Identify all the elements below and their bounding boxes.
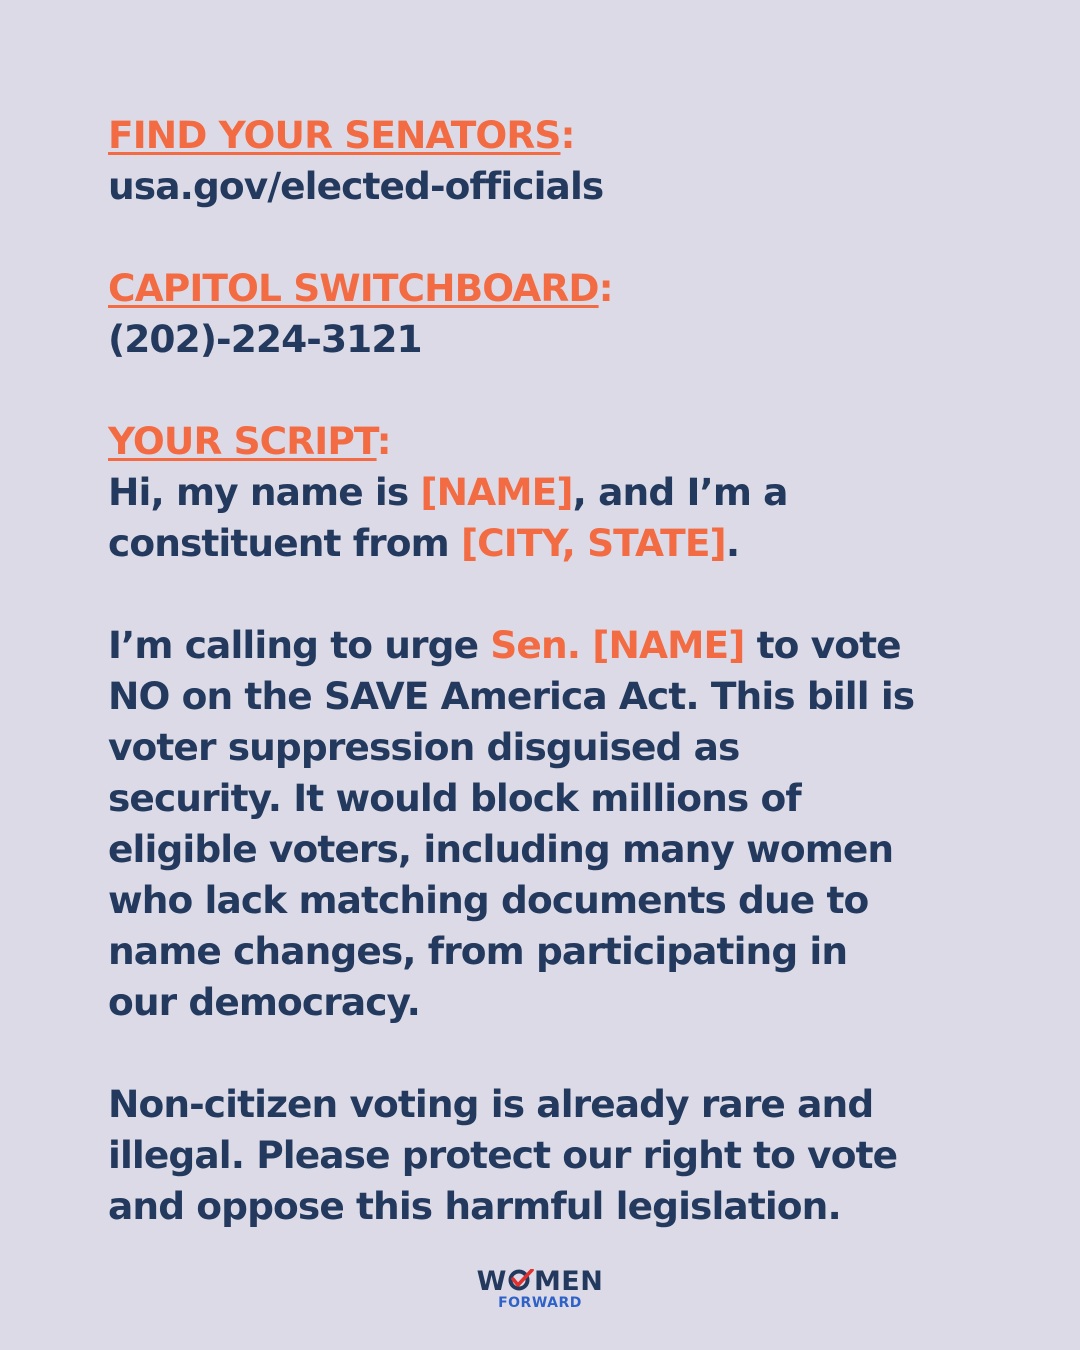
placeholder-senator-name: Sen. [NAME] [490,623,745,667]
find-senators-heading-text: FIND YOUR SENATORS [108,113,561,157]
script-line: eligible voters, including many women [108,827,894,871]
switchboard-heading [108,263,988,314]
script-line: name changes, from participating in [108,929,848,973]
script-heading-colon: : [376,419,391,463]
find-senators-section [108,110,988,212]
find-senators-url[interactable]: usa.gov/elected-officials [108,164,604,208]
script-p1-line-2 [108,518,988,569]
logo-women-wordmark [0,1268,1080,1295]
logo-letters-men: MEN [533,1266,604,1297]
script-heading [108,416,988,467]
script-line: illegal. Please protect our right to vote [108,1133,898,1177]
script-paragraph-3 [108,1079,988,1232]
script-line: Non-citizen voting is already rare and [108,1082,874,1126]
script-heading-text: YOUR SCRIPT [108,419,377,463]
script-line: security. It would block millions of [108,776,801,820]
find-senators-heading-colon: : [560,113,575,157]
script-paragraph-2 [108,620,988,1028]
logo-letter-w: W [476,1266,507,1297]
script-section [108,416,988,569]
script-text: Hi, my name is [108,470,421,514]
script-line: voter suppression disguised as [108,725,740,769]
script-line: and oppose this harmful legislation. [108,1184,841,1228]
switchboard-heading-text: CAPITOL SWITCHBOARD [108,266,599,310]
script-text: constituent from [108,521,461,565]
script-line: NO on the SAVE America Act. This bill is [108,674,915,718]
script-p1-line-1 [108,467,988,518]
script-line: who lack matching documents due to [108,878,869,922]
script-line: our democracy. [108,980,421,1024]
call-script-content [108,110,988,1283]
logo-forward-wordmark: FORWARD [498,1295,582,1311]
find-senators-heading [108,110,988,161]
switchboard-section [108,263,988,365]
switchboard-phone[interactable]: (202)-224-3121 [108,317,422,361]
placeholder-city-state: [CITY, STATE] [460,521,726,565]
checkmark-circle-icon [507,1269,534,1291]
script-p2-line-1 [108,620,988,671]
script-text: I’m calling to urge [108,623,491,667]
placeholder-name: [NAME] [420,470,573,514]
script-text: . [725,521,740,565]
switchboard-heading-colon: : [598,266,613,310]
script-text: to vote [744,623,901,667]
women-forward-logo [0,1268,1080,1310]
script-text: , and I’m a [572,470,788,514]
